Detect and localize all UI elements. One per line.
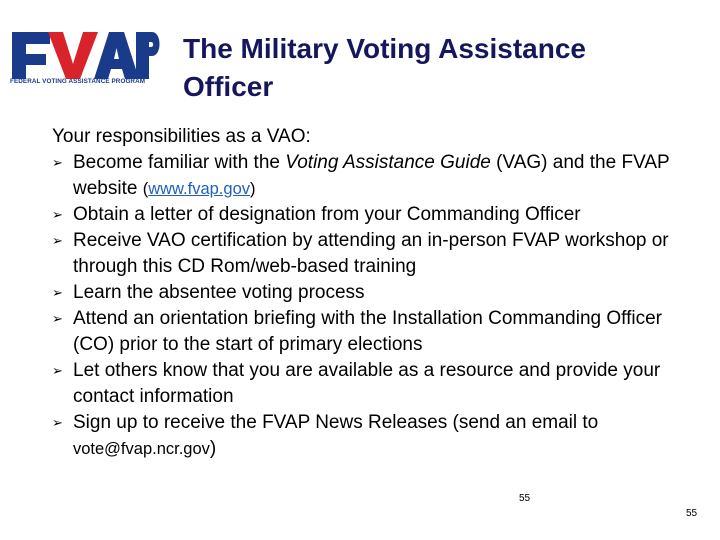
arrow-bullet-icon: ➢ [52, 415, 63, 430]
list-item: ➢ Sign up to receive the FVAP News Releases (send an email to vote@fvap.ncr.gov) [52, 412, 599, 459]
arrow-bullet-icon: ➢ [52, 207, 63, 222]
list-item: ➢ Learn the absentee voting process [52, 280, 702, 306]
list-item: ➢ Receive VAO certification by attending an in-person FVAP workshop or through this CD Rom/web-based training [52, 230, 669, 277]
logo-tagline: FEDERAL VOTING ASSISTANCE PROGRAM [10, 78, 146, 85]
email-address: vote@fvap.ncr.gov [73, 440, 210, 458]
page-number-corner: 55 [686, 508, 698, 519]
list-item: ➢ Attend an orientation briefing with the Installation Commanding Officer (CO) prior to the start of primary elections [52, 308, 662, 355]
arrow-bullet-icon: ➢ [52, 285, 63, 300]
fvap-website-link[interactable]: www.fvap.gov [148, 180, 250, 198]
arrow-bullet-icon: ➢ [52, 233, 63, 248]
page-title: The Military Voting Assistance Officer [183, 33, 586, 102]
arrow-bullet-icon: ➢ [52, 311, 63, 326]
responsibilities-list [52, 150, 702, 462]
arrow-bullet-icon: ➢ [52, 155, 63, 170]
guide-title: Voting Assistance Guide [285, 152, 491, 173]
list-item: ➢ Let others know that you are available as a resource and provide your contact information [52, 360, 661, 407]
list-item: ➢ Become familiar with the Voting Assistance Guide (VAG) and the FVAP website (www.fvap.gov) [52, 152, 670, 199]
page-number: 55 [519, 493, 531, 504]
list-item: ➢ Obtain a letter of designation from your Commanding Officer [52, 202, 702, 228]
arrow-bullet-icon: ➢ [52, 363, 63, 378]
intro-text: Your responsibilities as a VAO: [52, 126, 311, 147]
